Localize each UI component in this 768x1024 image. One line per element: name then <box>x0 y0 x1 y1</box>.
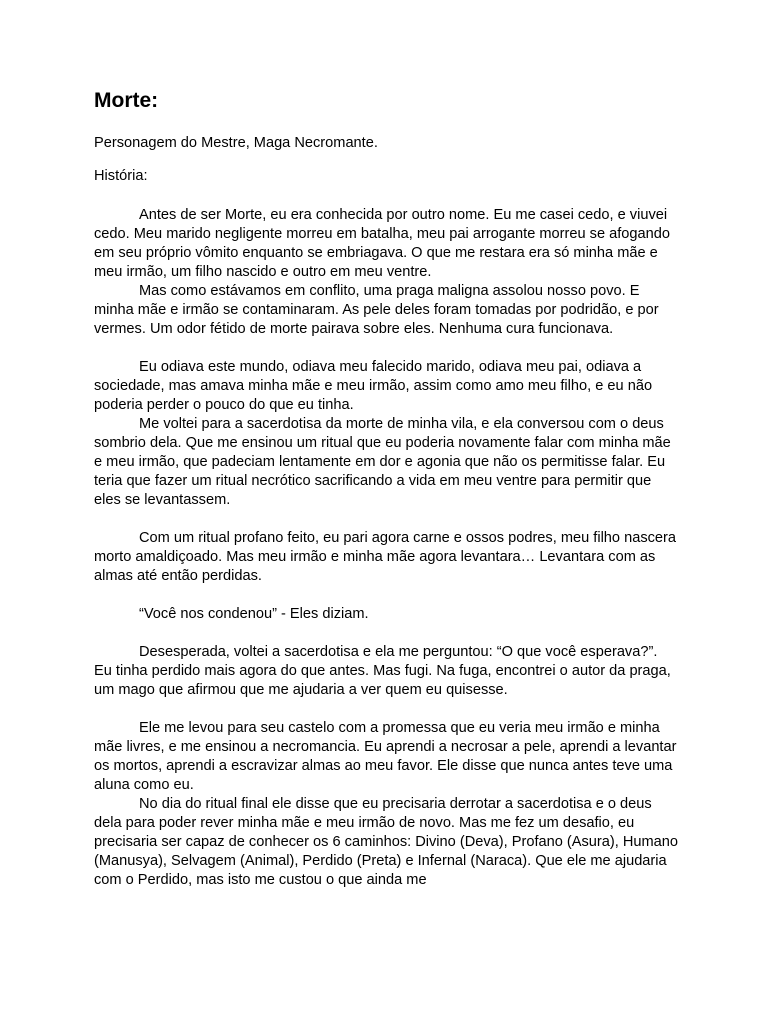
paragraph: Antes de ser Morte, eu era conhecida por outro nome. Eu me casei cedo, e viuvei cedo. Meu marido negligente morreu em batalha, meu pai arrogante morreu se afogando em seu próprio vômito enquanto se embriagava. O que me restara era só minha mãe e meu irmão, um filho nascido e outro em meu ventre. <box>94 207 670 280</box>
document-page <box>94 86 678 890</box>
paragraph: Eu odiava este mundo, odiava meu falecido marido, odiava meu pai, odiava a sociedade, mas amava minha mãe e meu irmão, assim como amo meu filho, e eu não poderia perder o pouco do que eu tinha. <box>94 359 653 413</box>
document-body <box>94 206 678 890</box>
paragraph: Ele me levou para seu castelo com a promessa que eu veria meu irmão e minha mãe livres, e me ensinou a necromancia. Eu aprendi a necrosar a pele, aprendi a levantar os mortos, aprendi a escravizar almas ao meu favor. Ele disse que nunca antes teve uma aluna como eu. <box>94 720 677 793</box>
paragraph-gap <box>94 624 678 643</box>
paragraph-gap <box>94 510 678 529</box>
section-label-historia: História: <box>94 168 148 184</box>
paragraph-quote: “Você nos condenou” - Eles diziam. <box>139 606 369 622</box>
paragraph: Com um ritual profano feito, eu pari agora carne e ossos podres, meu filho nascera morto amaldiçoado. Mas meu irmão e minha mãe agora levantara… Levantara com as almas até então perdidas. <box>94 530 677 584</box>
paragraph: Desesperada, voltei a sacerdotisa e ela me perguntou: “O que você esperava?”. Eu tinha perdido mais agora do que antes. Mas fugi. Na fuga, encontrei o autor da praga, um mago que afirmou que me ajudaria a ver quem eu quisesse. <box>94 644 671 698</box>
paragraph: Me voltei para a sacerdotisa da morte de minha vila, e ela conversou com o deus sombrio dela. Que me ensinou um ritual que eu poderia novamente falar com minha mãe e meu irmão, que padeciam lentamente em dor e agonia que não os permitisse falar. Eu teria que fazer um ritual necrótico sacrificando a vida em meu ventre para permitir que eles se levantassem. <box>94 416 671 508</box>
paragraph-gap <box>94 339 678 358</box>
paragraph-gap <box>94 586 678 605</box>
paragraph-gap <box>94 700 678 719</box>
paragraph: No dia do ritual final ele disse que eu precisaria derrotar a sacerdotisa e o deus dela para poder rever minha mãe e meu irmão de novo. Mas me fez um desafio, eu precisaria ser capaz de conhecer os 6 caminhos: Divino (Deva), Profano (Asura), Humano (Manusya), Selvagem (Animal), Perdido (Preta) e Infernal (Naraca). Que ele me ajudaria com o Perdido, mas isto me custou o que ainda me <box>94 796 679 888</box>
paragraph: Mas como estávamos em conflito, uma praga maligna assolou nosso povo. E minha mãe e irmão se contaminaram. As pele deles foram tomadas por podridão, e por vermes. Um odor fétido de morte pairava sobre eles. Nenhuma cura funcionava. <box>94 283 659 337</box>
document-title: Morte: <box>94 89 159 112</box>
document-subtitle: Personagem do Mestre, Maga Necromante. <box>94 135 378 151</box>
